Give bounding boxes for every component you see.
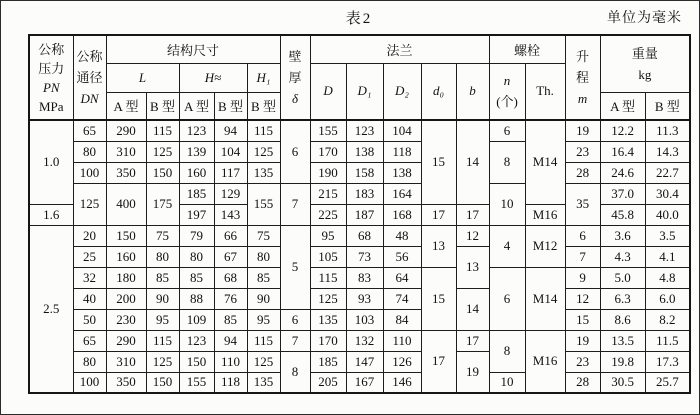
- table-cell: 68: [346, 225, 383, 246]
- table-cell: 125: [247, 141, 280, 162]
- spec-table: [28, 34, 691, 394]
- table-cell: 104: [383, 120, 421, 141]
- header-weight-group: 重量 kg: [600, 35, 690, 92]
- table-cell: 4.1: [645, 246, 690, 267]
- table-cell: 83: [346, 267, 383, 288]
- table-cell: 132: [346, 330, 383, 351]
- table-cell: 290: [106, 120, 146, 141]
- table-cell: 40.0: [645, 204, 690, 225]
- table-cell: 17: [456, 204, 489, 225]
- table-cell: 84: [383, 309, 421, 330]
- table-cell: 187: [346, 204, 383, 225]
- table-cell: 147: [346, 351, 383, 372]
- table-cell: 123: [179, 330, 214, 351]
- table-cell: 197: [179, 204, 214, 225]
- header-d0: d₀: [421, 63, 456, 120]
- table-cell: 23: [565, 141, 600, 162]
- table-cell: 205: [310, 372, 346, 393]
- table-cell: 12.2: [600, 120, 645, 141]
- table-cell: 160: [179, 162, 214, 183]
- table-cell: 105: [310, 246, 346, 267]
- table-cell: 123: [179, 120, 214, 141]
- table-cell: 64: [383, 267, 421, 288]
- table-cell: 7: [280, 330, 310, 351]
- table-cell: 155: [179, 372, 214, 393]
- table-cell: 3.6: [600, 225, 645, 246]
- table-cell: 155: [310, 120, 346, 141]
- table-cell: 6: [489, 120, 525, 141]
- table-cell: 80: [73, 141, 106, 162]
- header-bolt-count: n (个): [489, 63, 525, 120]
- table-cell: 65: [73, 120, 106, 141]
- table-cell: 185: [310, 351, 346, 372]
- table-row: [29, 183, 690, 204]
- table-cell: 13.5: [600, 330, 645, 351]
- unit-note: 单位为毫米: [607, 11, 682, 26]
- table-cell: 68: [214, 267, 247, 288]
- table-cell: 115: [146, 330, 179, 351]
- table-cell: 11.5: [645, 330, 690, 351]
- table-cell: 164: [383, 183, 421, 204]
- header-H-type-a: A 型: [179, 92, 214, 120]
- table-cell: 6: [565, 225, 600, 246]
- table-cell: 183: [346, 183, 383, 204]
- table-cell: 168: [383, 204, 421, 225]
- table-cell: 85: [214, 309, 247, 330]
- table-cell: 95: [310, 225, 346, 246]
- table-cell: 23: [565, 351, 600, 372]
- table-row: [29, 141, 690, 162]
- header-L-type-a: A 型: [106, 92, 146, 120]
- table-cell: 175: [146, 183, 179, 225]
- table-cell: 28: [565, 372, 600, 393]
- table-cell: 17: [421, 204, 456, 225]
- table-cell: 4.3: [600, 246, 645, 267]
- header-weight-type-a: A 型: [600, 92, 645, 120]
- table-cell: 230: [106, 309, 146, 330]
- table-cell: 88: [179, 288, 214, 309]
- table-row: [29, 330, 690, 351]
- table-cell: 45.8: [600, 204, 645, 225]
- table-cell: 100: [73, 162, 106, 183]
- table-cell: 8: [489, 330, 525, 372]
- table-cell: 135: [247, 162, 280, 183]
- table-cell: 155: [247, 183, 280, 225]
- table-cell: 117: [214, 162, 247, 183]
- table-cell: 146: [383, 372, 421, 393]
- table-cell: 115: [247, 120, 280, 141]
- table-cell: 73: [346, 246, 383, 267]
- header-D: D: [310, 63, 346, 120]
- table-cell: 110: [383, 330, 421, 351]
- table-cell: 115: [310, 267, 346, 288]
- table-cell: 17.3: [645, 351, 690, 372]
- table-cell: 225: [310, 204, 346, 225]
- table-cell: 14: [456, 120, 489, 204]
- table-cell: 56: [383, 246, 421, 267]
- table-cell: 2.5: [29, 225, 73, 393]
- table-cell: 400: [106, 183, 146, 225]
- table-cell: 6.0: [645, 288, 690, 309]
- table-cell: 80: [247, 246, 280, 267]
- table-cell: 6.3: [600, 288, 645, 309]
- header-H1: H₁: [247, 63, 280, 92]
- header-H1-type-b: B 型: [247, 92, 280, 120]
- table-cell: 50: [73, 309, 106, 330]
- table-cell: 95: [247, 309, 280, 330]
- table-cell: 48: [383, 225, 421, 246]
- table-cell: 94: [214, 330, 247, 351]
- table-cell: 125: [146, 351, 179, 372]
- table-cell: 12: [456, 225, 489, 246]
- table-cell: 350: [106, 372, 146, 393]
- table-cell: 167: [346, 372, 383, 393]
- table-cell: 143: [214, 204, 247, 225]
- table-cell: 8: [280, 351, 310, 393]
- table-cell: 76: [214, 288, 247, 309]
- table-cell: 19: [456, 351, 489, 393]
- table-cell: 30.4: [645, 183, 690, 204]
- table-cell: 17: [421, 330, 456, 393]
- table-cell: 67: [214, 246, 247, 267]
- header-D2: D₂: [383, 63, 421, 120]
- table-cell: 190: [310, 162, 346, 183]
- table-cell: 10: [489, 183, 525, 225]
- header-wall-thickness: 壁 厚 δ: [280, 35, 310, 120]
- table-cell: 125: [146, 141, 179, 162]
- table-cell: 150: [146, 162, 179, 183]
- table-cell: 25: [73, 246, 106, 267]
- table-cell: 66: [214, 225, 247, 246]
- table-cell: 118: [383, 141, 421, 162]
- table-cell: 110: [214, 351, 247, 372]
- table-cell: 19.8: [600, 351, 645, 372]
- table-cell: 13: [456, 246, 489, 288]
- table-cell: 160: [106, 246, 146, 267]
- header-L: L: [106, 63, 179, 92]
- table-cell: 80: [146, 246, 179, 267]
- table-cell: 150: [146, 372, 179, 393]
- table-cell: 6: [280, 120, 310, 183]
- table-cell: 3.5: [645, 225, 690, 246]
- table-cell: 14: [456, 288, 489, 330]
- header-nominal-pressure: 公称 压力 PN MPa: [29, 35, 73, 120]
- table-cell: 8.2: [645, 309, 690, 330]
- table-cell: M16: [525, 330, 565, 393]
- table-cell: 11.3: [645, 120, 690, 141]
- header-lift: 升 程 m: [565, 35, 600, 120]
- table-cell: 103: [346, 309, 383, 330]
- table-cell: 20: [73, 225, 106, 246]
- table-cell: 126: [383, 351, 421, 372]
- table-row: [29, 351, 690, 372]
- table-header: [29, 35, 690, 120]
- table-cell: 129: [214, 183, 247, 204]
- table-row: [29, 162, 690, 183]
- table-cell: 170: [310, 330, 346, 351]
- table-cell: 158: [346, 162, 383, 183]
- table-row: [29, 120, 690, 141]
- table-cell: 6: [489, 267, 525, 330]
- table-cell: 75: [247, 225, 280, 246]
- table-cell: 75: [146, 225, 179, 246]
- table-cell: 125: [247, 351, 280, 372]
- table-cell: 80: [179, 246, 214, 267]
- table-cell: 10: [489, 372, 525, 393]
- table-cell: 15: [421, 120, 456, 204]
- table-cell: 1.6: [29, 204, 73, 225]
- table-cell: 24.6: [600, 162, 645, 183]
- table-title: 表2: [345, 11, 373, 27]
- table-cell: 32: [73, 267, 106, 288]
- table-body: [29, 120, 690, 393]
- table-cell: 125: [73, 183, 106, 225]
- table-cell: 85: [179, 267, 214, 288]
- table-cell: 5.0: [600, 267, 645, 288]
- table-cell: 13: [421, 225, 456, 267]
- table-cell: 30.5: [600, 372, 645, 393]
- header-thread: Th.: [525, 63, 565, 120]
- table-cell: 115: [247, 330, 280, 351]
- table-cell: 125: [310, 288, 346, 309]
- table-cell: 14.3: [645, 141, 690, 162]
- header-L-type-b: B 型: [146, 92, 179, 120]
- table-cell: 93: [346, 288, 383, 309]
- table-row: [29, 246, 690, 267]
- table-cell: 215: [310, 183, 346, 204]
- table-cell: 74: [383, 288, 421, 309]
- table-cell: 15: [421, 267, 456, 330]
- table-cell: 4.8: [645, 267, 690, 288]
- header-bolt-group: 螺栓: [489, 35, 565, 63]
- table-cell: 185: [179, 183, 214, 204]
- table-cell: 16.4: [600, 141, 645, 162]
- table-cell: 290: [106, 330, 146, 351]
- header-structure-group: 结构尺寸: [106, 35, 280, 63]
- table-cell: 180: [106, 267, 146, 288]
- table-cell: 85: [247, 267, 280, 288]
- table-cell: 4: [489, 225, 525, 267]
- table-cell: 28: [565, 162, 600, 183]
- table-cell: 350: [106, 162, 146, 183]
- table-cell: 19: [565, 120, 600, 141]
- header-weight-type-b: B 型: [645, 92, 690, 120]
- table-cell: 1.0: [29, 120, 73, 204]
- table-cell: 150: [179, 351, 214, 372]
- table-cell: 65: [73, 330, 106, 351]
- table-cell: 15: [565, 309, 600, 330]
- header-b: b: [456, 63, 489, 120]
- table-cell: 6: [280, 309, 310, 330]
- table-cell: 12: [565, 288, 600, 309]
- table-cell: 100: [73, 372, 106, 393]
- table-cell: 22.7: [645, 162, 690, 183]
- table-cell: M14: [525, 120, 565, 204]
- table-cell: 40: [73, 288, 106, 309]
- table-cell: M16: [525, 204, 565, 225]
- header-H-type-b: B 型: [214, 92, 247, 120]
- table-row: [29, 225, 690, 246]
- table-cell: 135: [247, 372, 280, 393]
- table-cell: 80: [73, 351, 106, 372]
- table-cell: 123: [346, 120, 383, 141]
- caption-row: [28, 7, 690, 29]
- table-cell: 109: [179, 309, 214, 330]
- header-nominal-diameter: 公称 通径 DN: [73, 35, 106, 120]
- table-cell: 115: [146, 120, 179, 141]
- table-cell: 79: [179, 225, 214, 246]
- table-cell: 7: [280, 183, 310, 225]
- header-H: H≈: [179, 63, 247, 92]
- table-cell: 19: [565, 330, 600, 351]
- table-cell: 104: [214, 141, 247, 162]
- table-cell: 17: [456, 330, 489, 351]
- table-row: [29, 267, 690, 288]
- table-cell: 25.7: [645, 372, 690, 393]
- table-cell: 135: [310, 309, 346, 330]
- table-cell: 94: [214, 120, 247, 141]
- table-cell: 9: [565, 267, 600, 288]
- table-cell: 200: [106, 288, 146, 309]
- table-cell: 138: [383, 162, 421, 183]
- table-cell: 37.0: [600, 183, 645, 204]
- table-row: [29, 309, 690, 330]
- table-row: [29, 288, 690, 309]
- table-cell: M12: [525, 225, 565, 267]
- table-cell: 310: [106, 141, 146, 162]
- table-cell: 35: [565, 183, 600, 225]
- table-cell: 8: [489, 141, 525, 183]
- table-cell: M14: [525, 267, 565, 330]
- header-D1: D₁: [346, 63, 383, 120]
- table-cell: 95: [146, 309, 179, 330]
- table-cell: 170: [310, 141, 346, 162]
- table-cell: 5: [280, 225, 310, 309]
- table-cell: 90: [146, 288, 179, 309]
- table-cell: 138: [346, 141, 383, 162]
- table-cell: 310: [106, 351, 146, 372]
- table-cell: 85: [146, 267, 179, 288]
- table-row: [29, 372, 690, 393]
- table-cell: 139: [179, 141, 214, 162]
- table-cell: 150: [106, 225, 146, 246]
- table-cell: 118: [214, 372, 247, 393]
- header-flange-group: 法兰: [310, 35, 489, 63]
- table-cell: 90: [247, 288, 280, 309]
- table-cell: 7: [565, 246, 600, 267]
- table-cell: 8.6: [600, 309, 645, 330]
